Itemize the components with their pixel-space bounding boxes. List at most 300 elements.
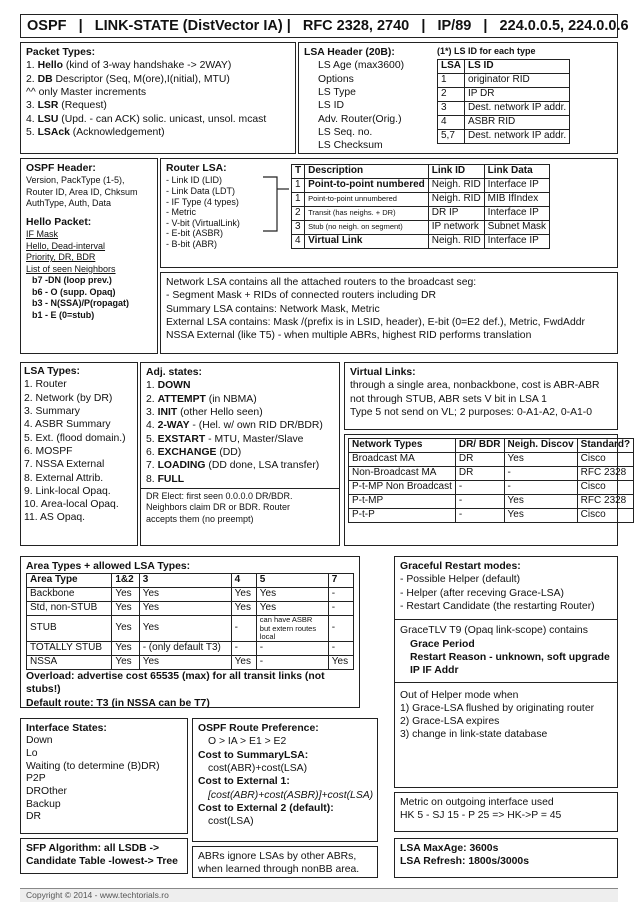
route-pref-heading: OSPF Route Preference: — [198, 723, 319, 734]
area-type-cell: Yes — [139, 588, 231, 602]
lsid-row — [438, 115, 570, 129]
packet-type-desc: (Upd. - can ACK) solic. unicast, unsol. mcast — [58, 113, 267, 125]
area-types-table — [26, 573, 354, 670]
option-bit: b6 - O (supp. Opaq) — [32, 286, 116, 297]
interface-state: Down — [26, 735, 53, 747]
router-link-cell: Interface IP — [484, 207, 549, 221]
area-type-cell: - — [328, 602, 353, 616]
network-type-cell: Yes — [504, 509, 577, 523]
adj-state-desc: (in NBMA) — [205, 393, 257, 405]
packet-type-num: 3. — [26, 100, 38, 112]
area-type-cell: Yes — [139, 656, 231, 670]
router-link-cell: Subnet Mask — [484, 221, 549, 235]
hello-heading: Hello Packet: — [26, 216, 92, 228]
router-link-cell: Transit (has neighs. + DR) — [305, 207, 429, 221]
lsa-types-heading: LSA Types: — [24, 366, 81, 377]
network-lsa-line: External LSA contains: Mask /(prefix is in LSID, header), E-bit (0=E2 def.), Metric, FwdAddr — [166, 316, 585, 328]
network-type-cell: Yes — [504, 495, 577, 509]
metric-box — [394, 792, 618, 832]
packet-type-desc: (Acknowledgement) — [69, 126, 165, 138]
lsa-type-item: 11. AS Opaq. — [24, 512, 86, 524]
graceful-restart-mode: - Restart Candidate (the restarting Router) — [400, 600, 595, 612]
lsa-header-field: LS Checksum — [318, 140, 383, 152]
lsa-types-box — [20, 362, 138, 546]
router-link-cell: Stub (no neigh. on segment) — [305, 221, 429, 235]
area-type-cell: STUB — [27, 616, 112, 642]
packet-type-num: 4. — [26, 113, 38, 125]
network-type-cell: DR — [455, 453, 504, 467]
virtual-link-line: through a single area, nonbackbone, cost is ABR-ABR — [350, 380, 600, 392]
area-type-header: 7 — [328, 574, 353, 588]
grace-tlv-line: IP IF Addr — [410, 665, 459, 677]
network-lsa-line: - Segment Mask + RIDs of connected routers including DR — [166, 290, 436, 302]
dr-elect-line: accepts them (no preempt) — [146, 513, 254, 524]
router-link-cell: 1 — [292, 179, 305, 193]
router-link-cell: DR IP — [428, 207, 484, 221]
summary-cost-heading: Cost to SummaryLSA: — [198, 749, 309, 761]
adj-state-key: LOADING — [157, 460, 206, 472]
lsid-header: LS ID — [465, 59, 570, 73]
hello-field: List of seen Neighbors — [26, 263, 116, 274]
area-type-cell: Yes — [231, 588, 256, 602]
packet-type-key: LSAck — [37, 126, 70, 138]
area-type-header: 3 — [139, 574, 231, 588]
lsid-cell: 5,7 — [438, 129, 465, 143]
router-lsa-field: - IF Type (4 types) — [166, 196, 239, 207]
lsid-row — [438, 73, 570, 87]
copyright-text: Copyright © 2014 - www.techtorials.ro — [26, 890, 169, 900]
dr-elect-line: DR Elect: first seen 0.0.0.0 DR/BDR. — [146, 490, 293, 501]
adj-state — [146, 393, 334, 406]
router-link-cell: Neigh. RID — [428, 179, 484, 193]
lsa-type-item: 3. Summary — [24, 405, 81, 417]
network-type-cell: Cisco — [577, 453, 633, 467]
network-types-table — [348, 438, 634, 523]
lsid-row — [438, 101, 570, 115]
adj-state — [146, 419, 334, 432]
page-title — [20, 14, 629, 38]
router-link-cell: Virtual Link — [305, 235, 429, 249]
network-type-cell: P-t-MP — [349, 495, 456, 509]
network-type-cell: - — [455, 481, 504, 495]
lsa-maxage-line: LSA Refresh: 1800s/3000s — [400, 856, 529, 868]
out-of-helper-item: 1) Grace-LSA flushed by originating router — [400, 702, 595, 714]
interface-states-heading: Interface States: — [26, 723, 107, 734]
area-type-header: 5 — [256, 574, 328, 588]
graceful-restart-heading: Graceful Restart modes: — [400, 561, 521, 572]
adj-state — [146, 446, 334, 459]
adj-state — [146, 459, 334, 472]
network-lsa-text — [166, 276, 612, 343]
lsid-cell: Dest. network IP addr. — [465, 101, 570, 115]
area-type-row — [27, 616, 354, 642]
router-link-header: Description — [305, 165, 429, 179]
packet-types-heading: Packet Types: — [26, 47, 96, 58]
graceful-restart-mode: - Helper (after receving Grace-LSA) — [400, 587, 564, 599]
router-link-cell: Interface IP — [484, 179, 549, 193]
lsa-header-field: LS Type — [318, 86, 356, 98]
router-link-cell: Point-to-point numbered — [305, 179, 429, 193]
dr-elect-line: Neighbors claim DR or BDR. Router — [146, 502, 291, 513]
area-type-cell: - — [231, 642, 256, 656]
area-type-cell: Yes — [231, 656, 256, 670]
network-lsa-line: NSSA External (like T5) - when multiple ABRs, highest RID performs translation — [166, 330, 532, 342]
area-type-cell: - — [328, 588, 353, 602]
lsa-header-heading: LSA Header (20B): — [304, 47, 395, 58]
dr-elect-note — [141, 488, 339, 526]
adj-state-num: 6. — [146, 446, 158, 458]
footer — [20, 888, 618, 902]
area-type-cell: Yes — [328, 656, 353, 670]
adj-state-num: 2. — [146, 393, 158, 405]
network-type-cell: DR — [455, 467, 504, 481]
router-link-cell: MIB IfIndex — [484, 193, 549, 207]
router-lsa-field: - Link Data (LDT) — [166, 185, 236, 196]
route-pref-order: O > IA > E1 > E2 — [208, 736, 287, 748]
area-type-cell: Yes — [256, 588, 328, 602]
packet-type-num: 1. — [26, 60, 38, 72]
network-type-cell: P-t-P — [349, 509, 456, 523]
area-type-cell: Yes — [139, 616, 231, 642]
network-type-row — [349, 481, 634, 495]
interface-state: Waiting (to determine (B)DR) — [26, 760, 160, 772]
adj-state-num: 3. — [146, 406, 158, 418]
abr-note-text — [198, 850, 372, 877]
area-type-row — [27, 642, 354, 656]
lsa-maxage-line: LSA MaxAge: 3600s — [400, 843, 499, 854]
area-type-cell: Yes — [112, 588, 139, 602]
lsa-type-item: 4. ASBR Summary — [24, 419, 111, 431]
hello-field: Hello, Dead-interval — [26, 240, 106, 251]
area-type-cell: - (only default T3) — [139, 642, 231, 656]
packet-type-desc: ^^ only Master increments — [26, 86, 147, 98]
router-link-header: Link Data — [484, 165, 549, 179]
grace-tlv-line: GraceTLV T9 (Opaq link-scope) contains — [400, 625, 588, 637]
lsa-header-field: LS Age (max3600) — [318, 60, 405, 72]
ospf-header-box — [20, 158, 158, 354]
option-bit: b3 - N(SSA)/P(ropagat) — [32, 298, 130, 309]
area-types-box — [20, 556, 360, 708]
router-link-cell: 3 — [292, 221, 305, 235]
area-type-header: 4 — [231, 574, 256, 588]
ext1-cost-heading: Cost to External 1: — [198, 776, 290, 788]
router-link-cell: 2 — [292, 207, 305, 221]
network-type-header: Neigh. Discov — [504, 439, 577, 453]
lsa-header-field: Options — [318, 73, 354, 85]
adj-state — [146, 406, 334, 419]
adj-state-key: EXSTART — [157, 433, 206, 445]
router-lsa-box — [160, 158, 618, 268]
network-type-cell: Cisco — [577, 509, 633, 523]
router-link-cell: Point-to-point unnumbered — [305, 193, 429, 207]
summary-cost-formula: cost(ABR)+cost(LSA) — [208, 762, 308, 774]
grace-tlv-line: Restart Reason - unknown, soft upgrade — [410, 651, 610, 663]
area-types-heading: Area Types + allowed LSA Types: — [26, 561, 191, 572]
packet-type-desc: (Request) — [58, 100, 107, 112]
virtual-links-box — [344, 362, 618, 430]
lsa-type-item: 5. Ext. (flood domain.) — [24, 432, 126, 444]
network-type-row — [349, 509, 634, 523]
area-type-cell: Yes — [139, 602, 231, 616]
adj-states-heading: Adj. states: — [146, 367, 203, 378]
router-link-row — [292, 193, 550, 207]
router-lsa-field: - Metric — [166, 207, 196, 218]
graceful-restart-modes — [400, 573, 612, 613]
area-type-cell: NSSA — [27, 656, 112, 670]
lsa-header-field: LS ID — [318, 100, 344, 112]
area-type-cell: Std, non-STUB — [27, 602, 112, 616]
network-lsa-line: Summary LSA contains: Network Mask, Metric — [166, 303, 380, 315]
adj-states-list — [146, 379, 334, 486]
lsid-header: LSA — [438, 59, 465, 73]
adj-state-key: INIT — [157, 406, 178, 418]
adj-state-num: 4. — [146, 420, 158, 432]
lsa-type-item: 8. External Attrib. — [24, 472, 104, 484]
hello-field: IF Mask — [26, 229, 59, 240]
lsid-row — [438, 87, 570, 101]
metric-text — [400, 796, 612, 823]
out-of-helper-heading: Out of Helper mode when — [400, 689, 519, 701]
out-of-helper-item: 3) change in link-state database — [400, 729, 548, 741]
lsid-cell: 4 — [438, 115, 465, 129]
out-of-helper-item: 2) Grace-LSA expires — [400, 716, 500, 728]
area-type-cell: Yes — [231, 602, 256, 616]
graceful-restart-mode: - Possible Helper (default) — [400, 574, 521, 586]
network-type-cell: Cisco — [577, 481, 633, 495]
adj-state — [146, 473, 334, 486]
hello-field: Priority, DR, BDR — [26, 252, 96, 263]
router-link-cell: Neigh. RID — [428, 193, 484, 207]
adj-state-key: 2-WAY — [157, 420, 190, 432]
area-type-header: Area Type — [27, 574, 112, 588]
interface-state: Lo — [26, 748, 38, 759]
adj-state-num: 5. — [146, 433, 158, 445]
area-type-cell: Yes — [112, 642, 139, 656]
lsid-row — [438, 129, 570, 143]
virtual-link-line: Type 5 not send on VL; 2 purposes: 0-A1-A2, 0-A1-0 — [350, 406, 593, 418]
area-type-cell: Yes — [112, 656, 139, 670]
area-type-cell: - — [328, 616, 353, 642]
options-bits — [26, 275, 152, 321]
ospf-header-heading: OSPF Header: — [26, 163, 96, 174]
abr-note-box — [192, 846, 378, 878]
network-type-header: DR/ BDR — [455, 439, 504, 453]
interface-state: DROther — [26, 786, 67, 798]
network-type-cell: - — [504, 481, 577, 495]
virtual-links-text — [350, 379, 612, 419]
lsa-type-item: 2. Network (by DR) — [24, 392, 113, 404]
adj-state-key: FULL — [157, 473, 185, 485]
metric-line: HK 5 - SJ 15 - P 25 => HK->P = 45 — [400, 810, 562, 822]
adj-state-desc: (other Hello seen) — [177, 406, 263, 418]
router-link-cell: Neigh. RID — [428, 235, 484, 249]
ext1-cost-formula: [cost(ABR)+cost(ASBR)]+cost(LSA) — [208, 789, 374, 801]
title-text: OSPF | LINK-STATE (DistVector IA) | RFC 2328, 2740 | IP/89 | 224.0.0.5, 224.0.0.6 — [27, 18, 629, 34]
network-type-header: Network Types — [349, 439, 456, 453]
router-link-header: T — [292, 165, 305, 179]
packet-types-box — [20, 42, 296, 154]
network-type-cell: - — [455, 495, 504, 509]
packet-type — [26, 126, 290, 139]
area-type-header: 1&2 — [112, 574, 139, 588]
spf-line: Candidate Table -lowest-> Tree — [26, 856, 178, 868]
ospf-header-fields — [26, 175, 152, 210]
adj-state-desc: (DD done, LSA transfer) — [205, 460, 320, 472]
router-link-table — [291, 164, 550, 249]
adj-state-num: 8. — [146, 473, 158, 485]
area-type-row — [27, 602, 354, 616]
network-type-row — [349, 467, 634, 481]
router-link-row — [292, 221, 550, 235]
router-link-row — [292, 179, 550, 193]
area-type-cell: Backbone — [27, 588, 112, 602]
lsa-header-box — [298, 42, 618, 154]
virtual-links-heading: Virtual Links: — [350, 367, 416, 378]
packet-type-key: DB — [37, 73, 53, 85]
lsa-type-item: 7. NSSA External — [24, 459, 105, 471]
abr-note-line: ABRs ignore LSAs by other ABRs, — [198, 851, 357, 862]
spf-box — [20, 838, 188, 874]
network-type-cell: RFC 2328 — [577, 467, 633, 481]
metric-line: Metric on outgoing interface used — [400, 797, 554, 808]
adj-state-desc: (DD) — [216, 446, 242, 458]
lsid-cell: 2 — [438, 87, 465, 101]
spf-text — [26, 842, 182, 869]
network-type-cell: Broadcast MA — [349, 453, 456, 467]
area-type-cell: - — [256, 642, 328, 656]
packet-type-desc: Descriptor (Seq, M(ore),I(nitial), MTU) — [52, 73, 230, 85]
area-type-cell: - — [328, 642, 353, 656]
network-type-cell: - — [455, 509, 504, 523]
network-type-row — [349, 495, 634, 509]
area-type-cell: - — [231, 616, 256, 642]
ext2-cost-heading: Cost to External 2 (default): — [198, 802, 334, 814]
out-of-helper-list — [400, 702, 612, 742]
adj-state-key: DOWN — [157, 380, 191, 392]
lsid-table — [437, 59, 570, 144]
lsid-cell: originator RID — [465, 73, 570, 87]
area-type-cell: Yes — [112, 616, 139, 642]
packet-type-num: 2. — [26, 73, 38, 85]
area-type-cell: - — [256, 656, 328, 670]
ext2-cost-formula: cost(LSA) — [208, 816, 254, 828]
abr-note-line: when learned through nonBB area. — [198, 864, 360, 876]
router-link-cell: IP network — [428, 221, 484, 235]
area-type-cell: can have ASBR but extern routes local — [256, 616, 328, 642]
lsa-type-item: 6. MOSPF — [24, 445, 73, 457]
grace-tlv — [395, 619, 617, 682]
lsid-cell: ASBR RID — [465, 115, 570, 129]
spf-line: SFP Algorithm: all LSDB -> — [26, 843, 160, 854]
network-type-cell: Yes — [504, 453, 577, 467]
router-lsa-field: - Link ID (LID) — [166, 175, 223, 186]
adj-state — [146, 433, 334, 446]
option-bit: b1 - E (0=stub) — [32, 309, 95, 320]
grace-tlv-line: Grace Period — [410, 638, 475, 650]
network-type-row — [349, 453, 634, 467]
adj-states-box — [140, 362, 340, 546]
ospf-header-field: Version, PackType (1-5), — [26, 175, 125, 186]
network-lsa-box — [160, 272, 618, 354]
packet-type-num: 5. — [26, 126, 38, 138]
packet-type — [26, 113, 290, 126]
area-type-cell: TOTALLY STUB — [27, 642, 112, 656]
ospf-header-field: AuthType, Auth, Data — [26, 198, 112, 209]
router-lsa-field: - B-bit (ABR) — [166, 238, 218, 249]
lsa-type-item: 9. Link-local Opaq. — [24, 485, 111, 497]
packet-type — [26, 59, 290, 72]
interface-state: DR — [26, 811, 42, 823]
area-type-cell: Yes — [256, 602, 328, 616]
packet-types-list — [26, 59, 290, 139]
lsa-header-field: Adv. Router(Orig.) — [318, 113, 402, 125]
network-type-cell: - — [504, 467, 577, 481]
packet-type-key: LSU — [37, 113, 59, 125]
interface-states-box — [20, 718, 188, 834]
virtual-link-line: not through STUB, ABR sets V bit in LSA 1 — [350, 393, 547, 405]
lsid-cell: 1 — [438, 73, 465, 87]
adj-state-key: EXCHANGE — [157, 446, 217, 458]
network-type-cell: Non-Broadcast MA — [349, 467, 456, 481]
lsa-type-item: 1. Router — [24, 379, 67, 391]
router-lsa-heading: Router LSA: — [166, 163, 227, 174]
packet-type-key: Hello — [37, 60, 63, 72]
graceful-restart-box — [394, 556, 618, 788]
router-link-cell: Interface IP — [484, 235, 549, 249]
area-type-row — [27, 588, 354, 602]
network-lsa-line: Network LSA contains all the attached routers to the broadcast seg: — [166, 277, 477, 288]
interface-state: P2P — [26, 773, 46, 785]
router-link-row — [292, 235, 550, 249]
router-link-header: Link ID — [428, 165, 484, 179]
interface-state: Backup — [26, 798, 61, 810]
area-type-cell: Yes — [112, 602, 139, 616]
network-type-cell: RFC 2328 — [577, 495, 633, 509]
lsa-header-fields — [304, 59, 434, 152]
packet-type-key: LSR — [37, 100, 59, 112]
adj-state-desc: - MTU, Master/Slave — [205, 433, 304, 445]
lsa-maxage-box — [394, 838, 618, 878]
option-bit: b7 -DN (loop prev.) — [32, 275, 112, 286]
adj-state-num: 7. — [146, 460, 158, 472]
network-type-cell: P-t-MP Non Broadcast — [349, 481, 456, 495]
adj-state-key: ATTEMPT — [157, 393, 206, 405]
lsa-types-list — [24, 378, 134, 524]
packet-type — [26, 99, 290, 112]
lsid-cell: Dest. network IP addr. — [465, 129, 570, 143]
ospf-header-field: Router ID, Area ID, Chksum — [26, 186, 138, 197]
router-link-cell: 4 — [292, 235, 305, 249]
interface-states-list — [26, 735, 182, 824]
lsa-header-field: LS Seq. no. — [318, 126, 373, 138]
brace-arrow-icon — [261, 175, 291, 235]
overload-note: Overload: advertise cost 65535 (max) for all transit links (not stubs!) — [26, 671, 325, 696]
adj-state-desc: - (Hel. w/ own RID DR/BDR) — [189, 420, 323, 432]
adj-state — [146, 379, 334, 392]
lsid-cell: 3 — [438, 101, 465, 115]
area-type-row — [27, 656, 354, 670]
router-link-cell: 1 — [292, 193, 305, 207]
lsa-maxage-text — [400, 842, 612, 869]
packet-type — [26, 86, 290, 99]
lsid-cell: IP DR — [465, 87, 570, 101]
packet-type-desc: (kind of 3-way handshake -> 2WAY) — [62, 60, 232, 72]
route-preference-box — [192, 718, 378, 842]
router-lsa-field: - E-bit (ASBR) — [166, 228, 224, 239]
hello-fields — [26, 229, 152, 275]
lsa-type-item: 10. Area-local Opaq. — [24, 499, 119, 511]
lsid-heading: (1*) LS ID for each type — [437, 46, 536, 56]
